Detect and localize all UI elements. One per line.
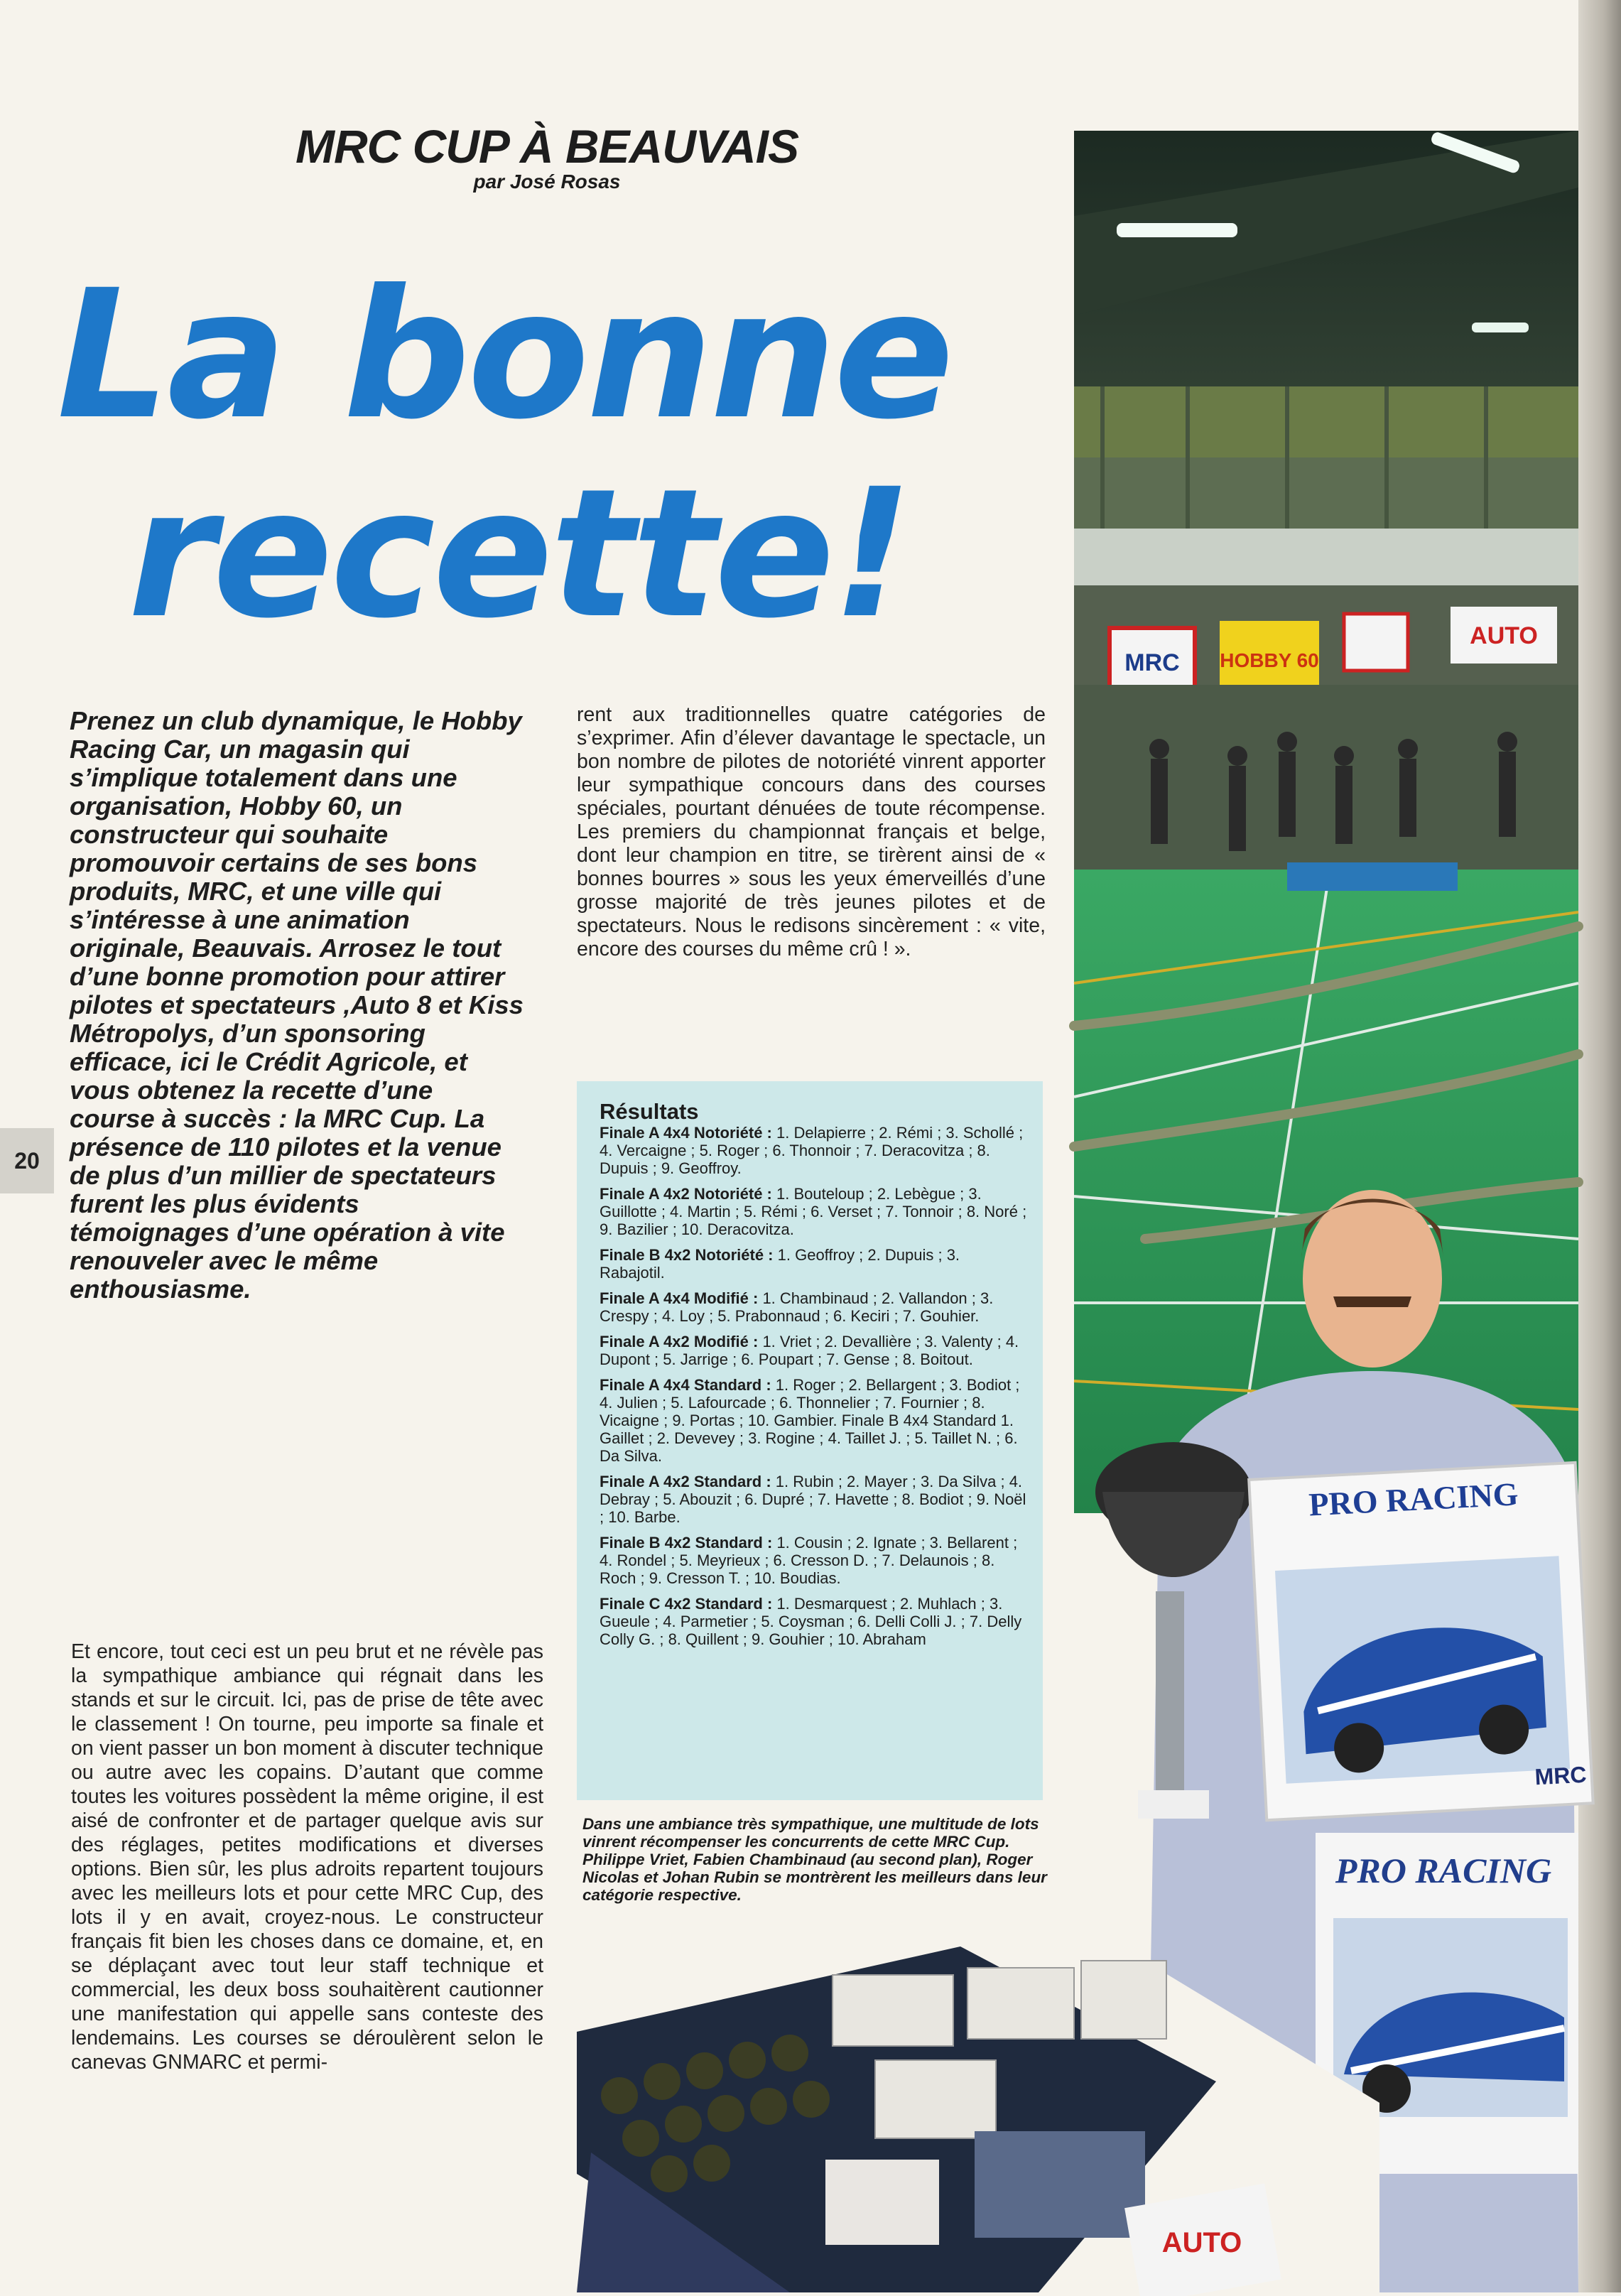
result-category: Finale A 4x4 Notoriété : xyxy=(600,1124,772,1142)
page-number: 20 xyxy=(0,1128,54,1193)
banner-hobby-text: HOBBY 60 xyxy=(1220,649,1319,671)
result-category: Finale A 4x2 Modifié : xyxy=(600,1333,759,1350)
prizes-photo xyxy=(577,1918,1379,2292)
photo-caption: Dans une ambiance très sympathique, une multitude de lots vinrent récompenser les concurrents de cette MRC Cup. Philippe Vriet, Fabien Chambinaud (au second plan), Roger Nicolas et Johan Rubin se montrèrent les meilleurs dans leur catégorie respective. xyxy=(582,1815,1047,1904)
box-mrc-text: MRC xyxy=(1534,1761,1588,1790)
banner-mrc-text: MRC xyxy=(1124,649,1180,676)
result-item xyxy=(600,1376,1027,1465)
result-category: Finale A 4x4 Modifié : xyxy=(600,1289,759,1307)
result-ranking: 1. Rubin ; 2. Mayer ; 3. Da Silva ; 4. Debray ; 5. Abouzit ; 6. Dupré ; 7. Havette ; 8. Bodiot ; 9. Noël ; 10. Barbe. xyxy=(600,1473,1026,1526)
result-item xyxy=(600,1595,1027,1648)
result-item xyxy=(600,1246,1027,1282)
result-ranking: 1. Chambinaud ; 2. Vallandon ; 3. Crespy ; 4. Loy ; 5. Prabonnaud ; 6. Keciri ; 7. Gouhier. xyxy=(600,1289,994,1325)
result-item xyxy=(600,1185,1027,1238)
result-ranking: 1. Geoffroy ; 2. Dupuis ; 3. Rabajotil. xyxy=(600,1246,960,1282)
results-box xyxy=(577,1081,1043,1800)
result-category: Finale A 4x2 Standard : xyxy=(600,1473,771,1490)
result-item xyxy=(600,1124,1027,1177)
result-category: Finale B 4x2 Standard : xyxy=(600,1534,773,1552)
headline-line-2: recette! xyxy=(128,450,911,657)
result-item xyxy=(600,1289,1027,1325)
result-category: Finale B 4x2 Notoriété : xyxy=(600,1246,774,1264)
tshirt-text: AUTO xyxy=(1161,2227,1242,2258)
result-item xyxy=(600,1473,1027,1526)
article-intro: Prenez un club dynamique, le Hobby Racing Car, un magasin qui s’implique totalement dans une organisation, Hobby 60, un constructeur qui souhaite promouvoir certains de ses bons produits, MRC, et une ville qui s’intéresse à une animation originale, Beauvais. Arrosez le tout d’une bonne promotion pour attirer pilotes et spectateurs ,Auto 8 et Kiss Métropolys, d’un sponsoring efficace, ici le Crédit Agricole, et vous obtenez la recette d’une course à succès : la MRC Cup. La présence de 110 pilotes et la venue de plus d’un millier de spectateurs furent les plus évidents témoignages d’une opération à vite renouveler avec le même enthousiasme. xyxy=(70,706,524,1304)
body-column-2: rent aux traditionnelles quatre catégories de s’exprimer. Afin d’élever davantage le spectacle, un bon nombre de pilotes de notoriété vinrent apporter leur sympathique concours dans des courses spéciales, pourtant dénuées de toute récompense. Les premiers du championnat français et belge, dont leur champion en titre, se tirèrent ainsi de « bonnes bourres » sous les yeux émerveillés d’une grosse majorité de très jeunes pilotes et de spectateurs. Nous le redisons sincèrement : « vite, encore des courses du même crû ! ». xyxy=(577,703,1046,960)
article-byline: par José Rosas xyxy=(473,170,621,193)
article-kicker: MRC CUP À BEAUVAIS xyxy=(295,120,799,173)
result-ranking: 1. Vriet ; 2. Devallière ; 3. Valenty ; 4. Dupont ; 5. Jarrige ; 6. Poupart ; 7. Gense ; 8. Boitout. xyxy=(600,1333,1019,1368)
result-category: Finale C 4x2 Standard : xyxy=(600,1595,773,1613)
results-title: Résultats xyxy=(600,1099,699,1124)
results-list xyxy=(600,1124,1027,1648)
result-ranking: 1. Roger ; 2. Bellargent ; 3. Bodiot ; 4. Julien ; 5. Lafourcade ; 6. Thonnelier ; 7. Fournier ; 8. Vicaigne ; 9. Portas ; 10. Gambier. Finale B 4x4 Standard 1. Gaillet ; 2. Devevey ; 3. Rogine ; 4. Taillet J. ; 5. Taillet N. ; 6. Da Silva. xyxy=(600,1376,1020,1465)
result-item xyxy=(600,1534,1027,1587)
result-ranking: 1. Bouteloup ; 2. Lebègue ; 3. Guillotte ; 4. Martin ; 5. Rémi ; 6. Verset ; 7. Tonnoir ; 8. Noré ; 9. Bazilier ; 10. Deracovitza. xyxy=(600,1185,1027,1238)
body-column-1: Et encore, tout ceci est un peu brut et ne révèle pas la sympathique ambiance qui régnait dans les stands et sur le circuit. Ici, pas de prise de tête avec le classement ! On tourne, peu importe sa finale et on vient passer un bon moment à discuter technique ou autre avec les copains. D’autant que comme toutes les voitures possèdent la même origine, il est aisé de confronter et de partager quelque avis sur des réglages, petites modifications et diverses options. Bien sûr, les plus adroits repartent toujours avec les meilleurs lots et pour cette MRC Cup, des lots il y en avait, croyez-nous. Le constructeur français fit bien les choses dans ce domaine, et, en se déplaçant avec tout leur staff technique et commercial, les deux boss souhaitèrent cautionner une manifestation qui appelle sans conteste des lendemains. Les courses se déroulèrent selon le canevas GNMARC et permi- xyxy=(71,1640,543,2074)
result-ranking: 1. Desmarquest ; 2. Muhlach ; 3. Gueule ; 4. Parmetier ; 5. Coysman ; 6. Delli Colli J. ; 7. Delly Colly G. ; 8. Quillent ; 9. Gouhier ; 10. Abraham xyxy=(600,1595,1022,1648)
result-category: Finale A 4x4 Standard : xyxy=(600,1376,771,1394)
headline-line-1: La bonne xyxy=(57,251,952,458)
box-brand-text: PRO RACING xyxy=(1308,1475,1519,1523)
box-brand-2-text: PRO RACING xyxy=(1335,1851,1552,1890)
result-ranking: 1. Cousin ; 2. Ignate ; 3. Bellarent ; 4. Rondel ; 5. Meyrieux ; 6. Cresson D. ; 7. Delaunois ; 8. Roch ; 9. Cresson T. ; 10. Boudias. xyxy=(600,1534,1018,1587)
page-binding-edge xyxy=(1578,0,1621,2292)
result-ranking: 1. Delapierre ; 2. Rémi ; 3. Schollé ; 4. Vercaigne ; 5. Roger ; 6. Thonnoir ; 7. Deracovitza ; 8. Dupuis ; 9. Geoffroy. xyxy=(600,1124,1024,1177)
banner-auto-text: AUTO xyxy=(1470,622,1538,649)
result-item xyxy=(600,1333,1027,1368)
prizes-illustration xyxy=(577,1918,1379,2292)
result-category: Finale A 4x2 Notoriété : xyxy=(600,1185,772,1203)
